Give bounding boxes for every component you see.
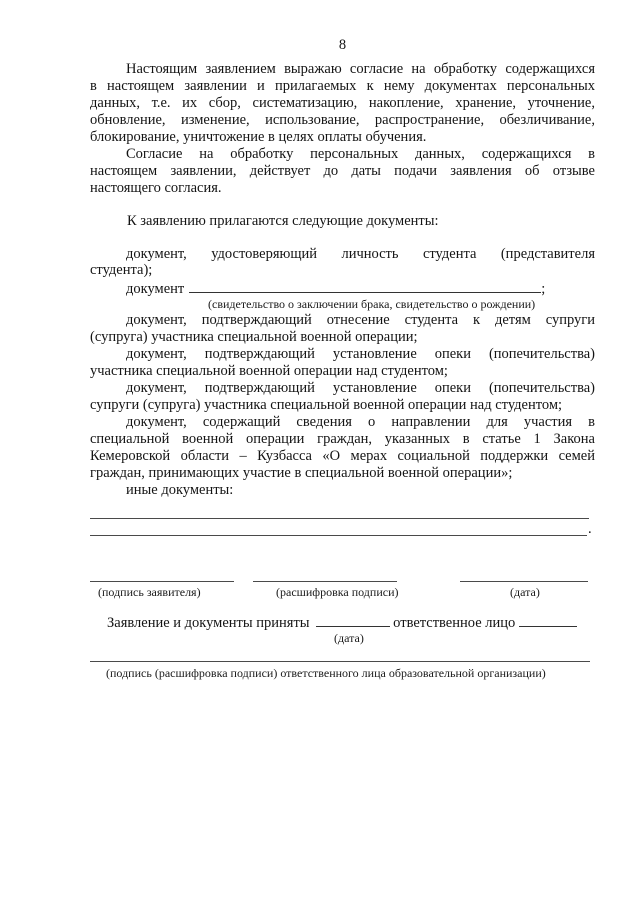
attachment-line: документ, удостоверяющий личность студента (представителя xyxy=(126,246,595,262)
other-document-field[interactable] xyxy=(189,279,541,293)
attachment-line: документ, подтверждающий установление опеки (попечительства) xyxy=(126,380,595,396)
official-signature-field[interactable] xyxy=(90,661,590,662)
signature-decoding-field[interactable] xyxy=(253,581,397,582)
consent-text-line: блокирование, уничтожение в целях оплаты обучения. xyxy=(90,129,427,145)
attachment-other-document-label: документ xyxy=(126,281,185,297)
attachment-line: студента); xyxy=(90,262,153,278)
applicant-signature-label: (подпись заявителя) xyxy=(98,585,201,599)
consent-validity-line: настоящем заявлении, действует до даты подачи заявления об отзыве xyxy=(90,163,595,179)
consent-validity-line: Согласие на обработку персональных данных, содержащихся в xyxy=(126,146,595,162)
attachment-line: Кемеровской области – Кузбасса «О мерах социальной поддержки семей xyxy=(90,448,595,464)
responsible-person-field[interactable] xyxy=(519,613,577,627)
applicant-signature-field[interactable] xyxy=(90,581,234,582)
consent-text-line: обновление, изменение, использование, распространение, обезличивание, xyxy=(90,112,595,128)
consent-validity-line: настоящего согласия. xyxy=(90,180,222,196)
attachment-line: документ, подтверждающий установление опеки (попечительства) xyxy=(126,346,595,362)
attachment-line: документ, содержащий сведения о направлении для участия в xyxy=(126,414,595,430)
attachments-intro: К заявлению прилагаются следующие документы: xyxy=(127,213,439,229)
other-document-hint: (свидетельство о заключении брака, свидетельство о рождении) xyxy=(208,297,536,311)
other-documents-end: . xyxy=(588,521,592,537)
attachment-line: документ, подтверждающий отнесение студента к детям супруги xyxy=(126,312,595,328)
attachment-other-document xyxy=(126,279,545,298)
other-documents-label: иные документы: xyxy=(126,482,234,498)
attachment-line: участника специальной военной операции над студентом; xyxy=(90,363,448,379)
acceptance-date-hint: (дата) xyxy=(334,631,364,645)
attachment-line: граждан, принимающих участие в специальной военной операции»; xyxy=(90,465,513,481)
consent-text-line: в настоящем заявлении и прилагаемых к нему документах персональных xyxy=(90,78,595,94)
acceptance-line xyxy=(107,613,577,632)
consent-text-line: данных, т.е. их сбор, систематизацию, накопление, хранение, уточнение, xyxy=(90,95,595,111)
accepted-label: Заявление и документы приняты xyxy=(107,615,310,631)
signature-decoding-label: (расшифровка подписи) xyxy=(276,585,399,599)
applicant-date-label: (дата) xyxy=(510,585,540,599)
attachment-line: супруги (супруга) участника специальной военной операции над студентом; xyxy=(90,397,563,413)
responsible-label: ответственное лицо xyxy=(393,615,516,631)
acceptance-date-field[interactable] xyxy=(316,613,390,627)
applicant-date-field[interactable] xyxy=(460,581,588,582)
consent-text-line: Настоящим заявлением выражаю согласие на обработку содержащихся xyxy=(126,61,595,77)
other-documents-field-line[interactable] xyxy=(90,518,589,519)
attachment-line: специальной военной операции граждан, указанных в статье 1 Закона xyxy=(90,431,595,447)
attachment-line: (супруга) участника специальной военной операции; xyxy=(90,329,418,345)
page-number: 8 xyxy=(338,37,347,53)
attachment-other-document-suffix: ; xyxy=(541,281,546,297)
official-signature-hint: (подпись (расшифровка подписи) ответственного лица образовательной организации) xyxy=(106,666,546,680)
other-documents-field-line[interactable] xyxy=(90,535,587,536)
